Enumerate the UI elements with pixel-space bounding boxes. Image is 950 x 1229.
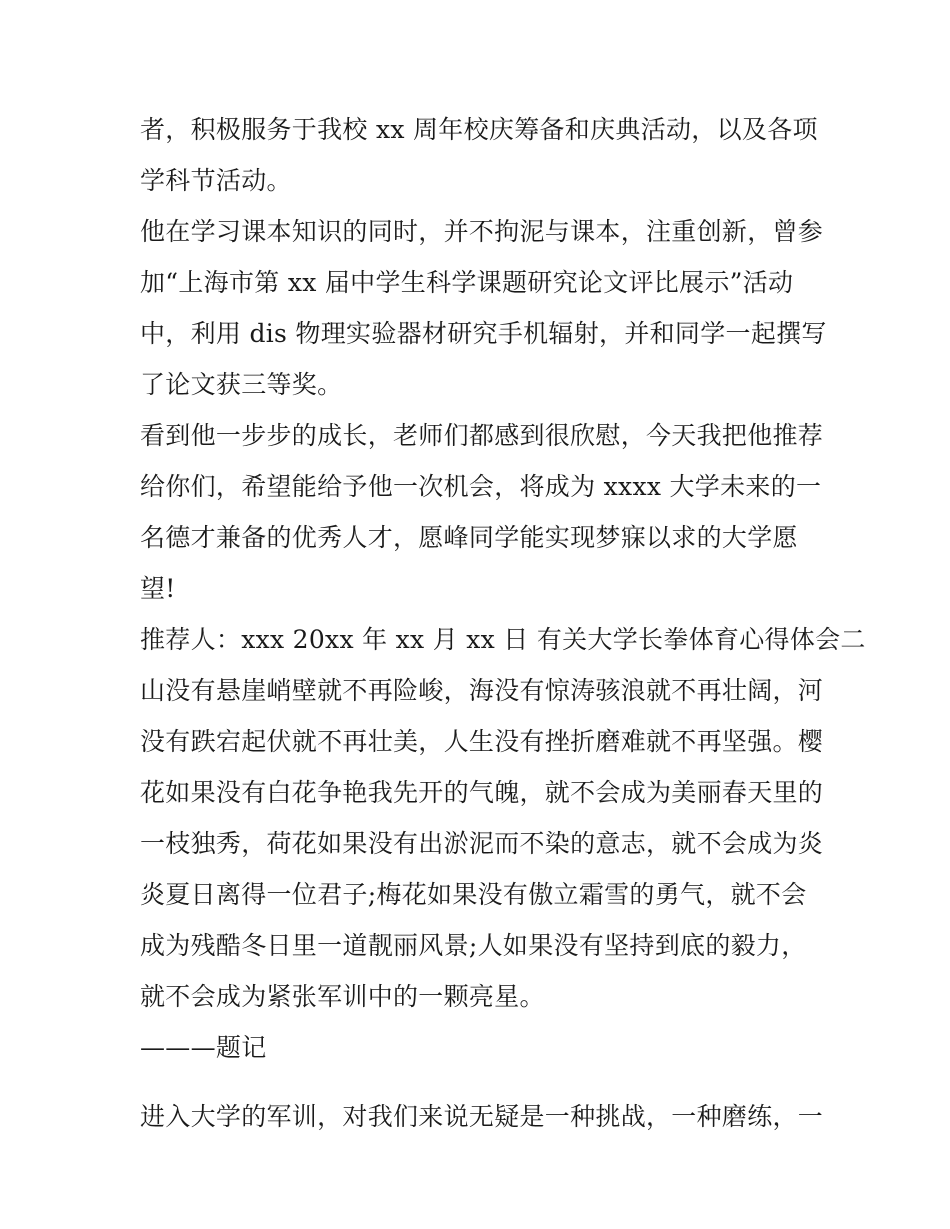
text-line: 花如果没有白花争艳我先开的气魄，就不会成为美丽春天里的 bbox=[140, 778, 824, 807]
text-line: 成为残酷冬日里一道靓丽风景;人如果没有坚持到底的毅力， bbox=[140, 931, 807, 960]
text-line: 进入大学的军训，对我们来说无疑是一种挑战，一种磨练，一 bbox=[140, 1102, 824, 1131]
text-line: 加“上海市第 xx 届中学生科学课题研究论文评比展示”活动 bbox=[140, 268, 794, 297]
text-line: 给你们，希望能给予他一次机会，将成为 xxxx 大学未来的一 bbox=[140, 472, 822, 501]
text-line: 学科节活动。 bbox=[140, 166, 292, 195]
text-line: 一枝独秀，荷花如果没有出淤泥而不染的意志，就不会成为炎 bbox=[140, 829, 824, 858]
text-line: 山没有悬崖峭壁就不再险峻，海没有惊涛骇浪就不再壮阔，河 bbox=[140, 676, 824, 705]
text-line: 就不会成为紧张军训中的一颗亮星。 bbox=[140, 982, 545, 1011]
text-line: 者，积极服务于我校 xx 周年校庆筹备和庆典活动，以及各项 bbox=[140, 115, 818, 144]
text-line: 中，利用 dis 物理实验器材研究手机辐射，并和同学一起撰写 bbox=[140, 319, 827, 348]
text-line: 了论文获三等奖。 bbox=[140, 370, 343, 399]
text-line: 名德才兼备的优秀人才，愿峰同学能实现梦寐以求的大学愿 bbox=[140, 523, 798, 552]
epigraph-attribution: ———题记 bbox=[140, 1033, 267, 1062]
text-line: 他在学习课本知识的同时，并不拘泥与课本，注重创新，曾参 bbox=[140, 217, 824, 246]
text-line: 望! bbox=[140, 574, 176, 603]
text-line: 看到他一步步的成长，老师们都感到很欣慰，今天我把他推荐 bbox=[140, 421, 824, 450]
text-line: 推荐人：xxx 20xx 年 xx 月 xx 日 有关大学长拳体育心得体会二 bbox=[140, 625, 866, 654]
text-line: 没有跌宕起伏就不再壮美，人生没有挫折磨难就不再坚强。樱 bbox=[140, 727, 824, 756]
text-line: 炎夏日离得一位君子;梅花如果没有傲立霜雪的勇气，就不会 bbox=[140, 880, 807, 909]
